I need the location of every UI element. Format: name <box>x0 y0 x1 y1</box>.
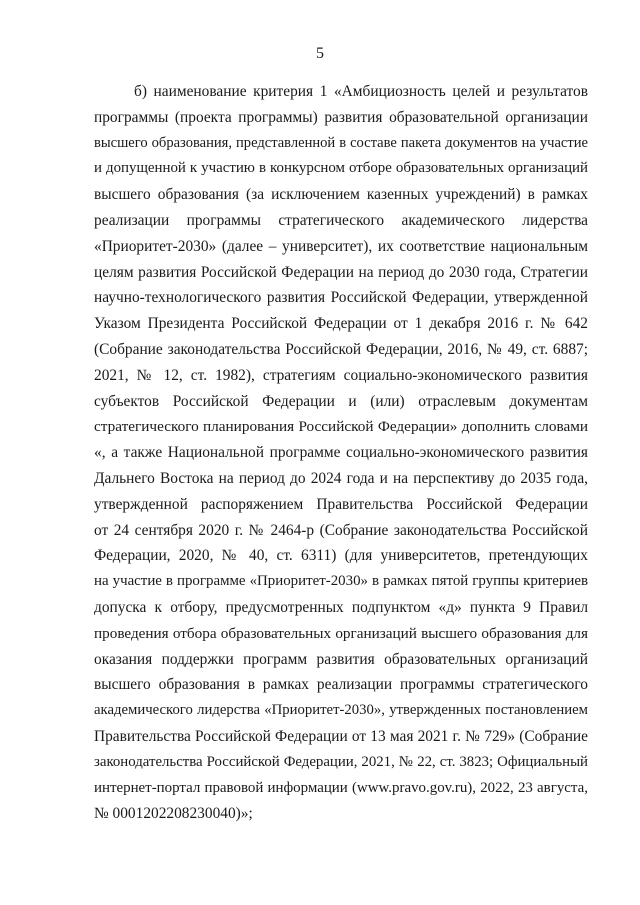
text-line: утвержденной распоряжением Правительства Российской Федерации <box>94 495 588 513</box>
text-line: субъектов Российской Федерации и (или) отраслевым документам <box>94 392 588 410</box>
text-line: высшего образования (за исключением казенных учреждений) в рамках <box>94 186 588 204</box>
text-line: интернет-портал правовой информации (www.pravo.gov.ru), 2022, 23 августа, <box>94 779 588 796</box>
text-line: на участие в программе «Приоритет-2030» в рамках пятой группы критериев <box>94 573 588 590</box>
text-line: реализации программы стратегического академического лидерства <box>94 211 588 229</box>
text-line: № 0001202208230040)»; <box>94 805 253 823</box>
text-line: от 24 сентября 2020 г. № 2464-р (Собрание законодательства Российской <box>94 521 588 539</box>
text-line: высшего образования в рамках реализации программы стратегического <box>94 676 588 694</box>
text-line: высшего образования, представленной в составе пакета документов на участие <box>94 134 588 151</box>
text-line: академического лидерства «Приоритет-2030», утвержденных постановлением <box>94 702 588 719</box>
text-line: и допущенной к участию в конкурсном отборе образовательных организаций <box>94 160 588 177</box>
text-line: научно-технологического развития Российской Федерации, утвержденной <box>94 289 588 307</box>
text-line: Федерации, 2020, № 40, ст. 6311) (для университетов, претендующих <box>94 547 588 565</box>
text-line: б) наименование критерия 1 «Амбициозность целей и результатов <box>134 83 588 100</box>
text-line: Дальнего Востока на период до 2024 года и на перспективу до 2035 года, <box>94 469 588 487</box>
text-line: допуска к отбору, предусмотренных подпунктом «д» пункта 9 Правил <box>94 598 588 616</box>
text-line: Правительства Российской Федерации от 13 мая 2021 г. № 729» (Собрание <box>94 727 588 745</box>
text-line: «Приоритет-2030» (далее – университет), их соответствие национальным <box>94 237 588 255</box>
text-line: «, а также Национальной программе социально-экономического развития <box>94 444 588 462</box>
text-line: законодательства Российской Федерации, 2021, № 22, ст. 3823; Официальный <box>94 753 588 770</box>
text-line: оказания поддержки программ развития образовательных организаций <box>94 650 588 668</box>
page-number: 5 <box>316 45 324 62</box>
text-line: программы (проекта программы) развития образовательной организации <box>94 108 588 126</box>
body-paragraph <box>94 79 588 827</box>
text-line: стратегического планирования Российской Федерации» дополнить словами <box>94 418 588 436</box>
text-line: 2021, № 12, ст. 1982), стратегиям социально-экономического развития <box>94 366 588 384</box>
text-line: (Собрание законодательства Российской Федерации, 2016, № 49, ст. 6887; <box>94 340 588 358</box>
text-line: проведения отбора образовательных организаций высшего образования для <box>94 624 588 642</box>
text-line: Указом Президента Российской Федерации от 1 декабря 2016 г. № 642 <box>94 315 588 333</box>
text-line: целям развития Российской Федерации на период до 2030 года, Стратегии <box>94 263 588 281</box>
